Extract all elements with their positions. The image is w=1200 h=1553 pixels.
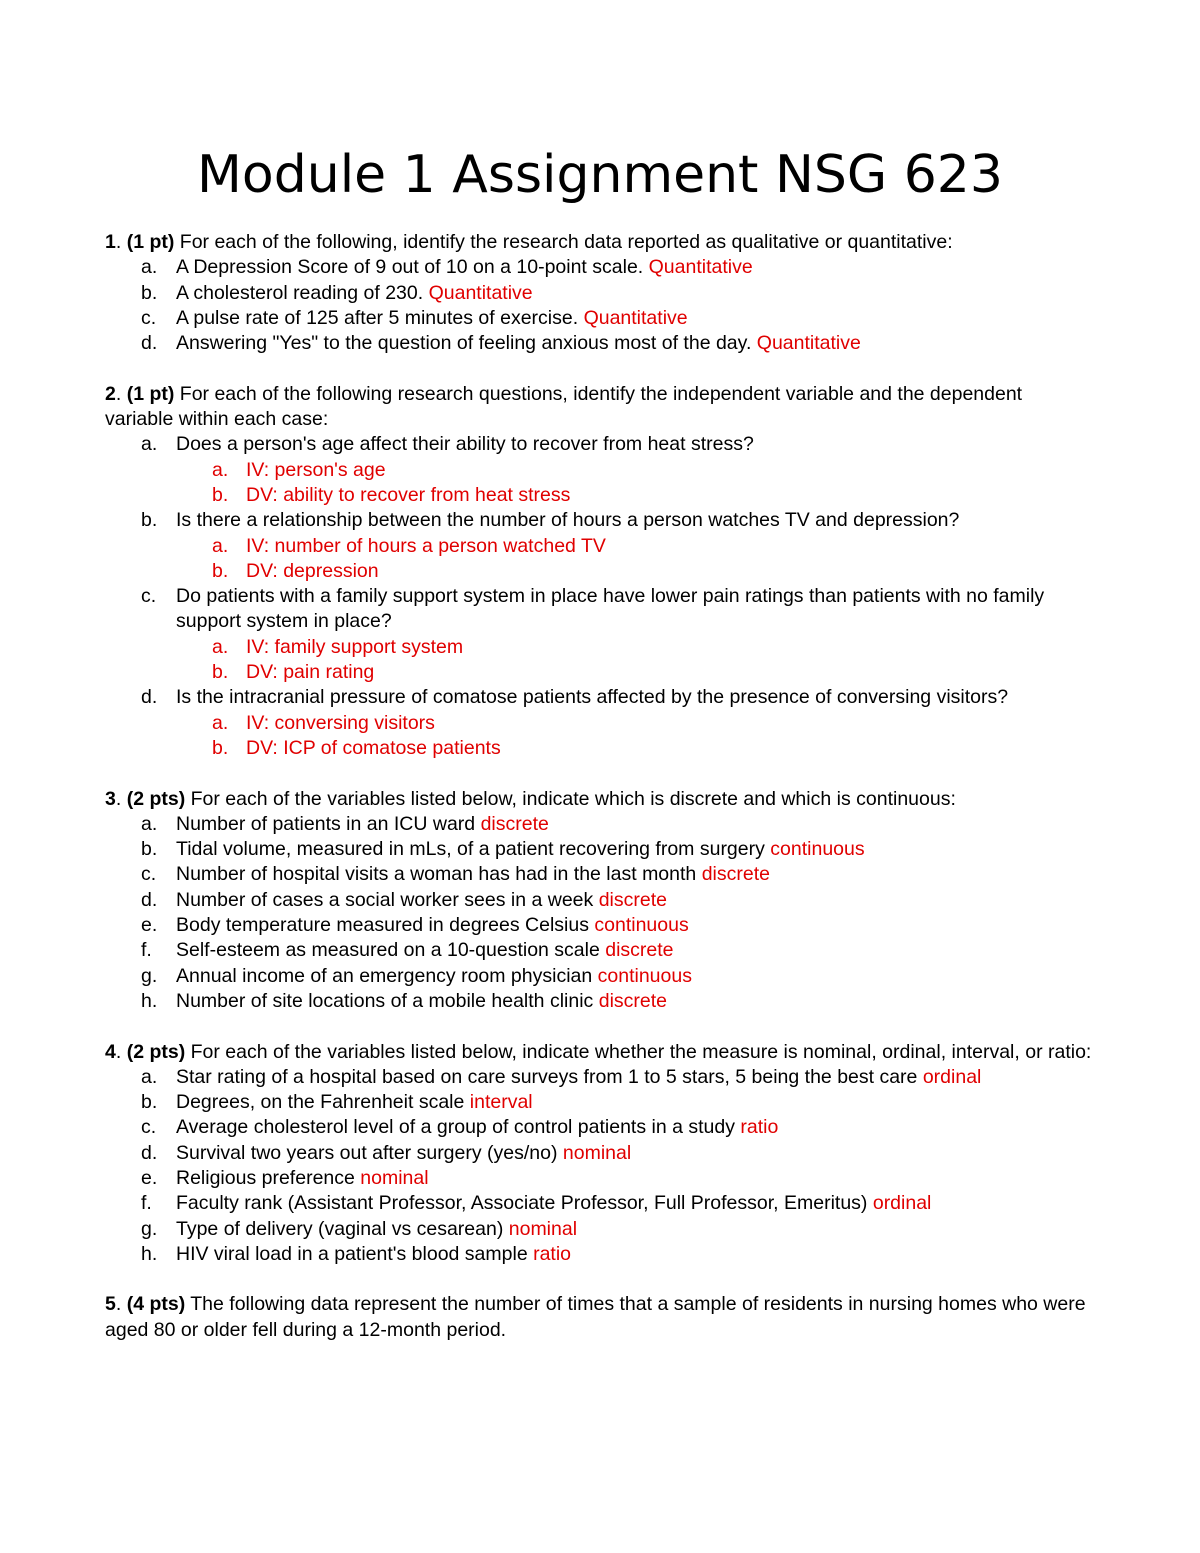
list-item — [105, 685, 1095, 710]
sub-item-marker: b. — [212, 559, 229, 582]
answer-text: continuous — [594, 914, 689, 937]
item-text: Does a person's age affect their ability to recover from heat stress? — [176, 433, 754, 456]
dependent-variable-answer — [105, 559, 1095, 584]
answer-text: interval — [469, 1091, 533, 1114]
page-title: Module 1 Assignment NSG 623 — [197, 145, 1003, 205]
item-marker: a. — [141, 1065, 158, 1088]
answer-text: Quantitative — [428, 281, 533, 304]
list-item — [105, 913, 1095, 938]
item-text: Number of patients in an ICU ward — [176, 812, 481, 835]
answer-text: Quantitative — [756, 332, 861, 355]
item-marker: e. — [141, 1166, 158, 1189]
answer-list — [105, 432, 1095, 761]
list-item — [105, 989, 1095, 1014]
question-text: For each of the variables listed below, indicate which is discrete and which is continuous: — [185, 787, 956, 810]
sub-item-marker: b. — [212, 736, 229, 759]
spacer — [105, 356, 1095, 381]
item-marker: a. — [141, 812, 158, 835]
question-2 — [105, 382, 1095, 761]
question-points: (2 pts) — [126, 787, 186, 810]
answer-list — [105, 1065, 1095, 1267]
question-prompt: 4. (2 pts) For each of the variables listed below, indicate whether the measure is nominal, ordinal, interval, or ratio: — [105, 1040, 1092, 1063]
item-marker: e. — [141, 914, 158, 937]
list-item — [105, 837, 1095, 862]
answer-text: IV: family support system — [246, 635, 464, 658]
answer-text: ratio — [533, 1242, 572, 1265]
question-number: 2 — [105, 382, 116, 405]
list-item — [105, 1191, 1095, 1216]
item-marker: g. — [141, 1217, 158, 1240]
item-marker: b. — [141, 281, 158, 304]
answer-text: DV: pain rating — [246, 661, 375, 684]
item-marker: c. — [141, 1116, 157, 1139]
answer-text: continuous — [597, 964, 692, 987]
answer-text: Quantitative — [583, 306, 688, 329]
sub-item-marker: b. — [212, 483, 229, 506]
question-5 — [105, 1292, 1095, 1343]
list-item — [105, 331, 1095, 356]
item-marker: b. — [141, 509, 158, 532]
item-text: Self-esteem as measured on a 10-question scale — [176, 939, 606, 962]
answer-text: discrete — [701, 863, 770, 886]
list-item — [105, 584, 1095, 635]
list-item — [105, 508, 1095, 533]
list-item — [105, 888, 1095, 913]
item-text: Degrees, on the Fahrenheit scale — [176, 1091, 470, 1114]
sub-item-marker: b. — [212, 661, 229, 684]
question-points: (1 pt) — [126, 382, 175, 405]
answer-text: IV: person's age — [246, 458, 386, 481]
list-item — [105, 1242, 1095, 1267]
item-text: A cholesterol reading of 230. — [176, 281, 429, 304]
question-prompt: 3. (2 pts) For each of the variables listed below, indicate which is discrete and which is continuous: — [105, 787, 956, 810]
answer-text: DV: ability to recover from heat stress — [246, 483, 571, 506]
spacer — [105, 1014, 1095, 1039]
question-text: For each of the following research questions, identify the independent variable and the dependent variable within each case: — [105, 382, 1023, 431]
independent-variable-answer — [105, 534, 1095, 559]
list-item — [105, 1166, 1095, 1191]
list-item — [105, 1141, 1095, 1166]
item-marker: d. — [141, 332, 158, 355]
list-item — [105, 1217, 1095, 1242]
list-item — [105, 306, 1095, 331]
question-prompt: 1. (1 pt) For each of the following, identify the research data reported as qualitative or quantitative: — [105, 231, 953, 253]
item-text: A Depression Score of 9 out of 10 on a 10-point scale. — [176, 256, 649, 279]
item-text: Average cholesterol level of a group of control patients in a study — [176, 1116, 741, 1139]
question-number: 4 — [105, 1040, 116, 1063]
answer-text: discrete — [598, 989, 667, 1012]
question-prompt: 5. (4 pts) The following data represent the number of times that a sample of residents in nursing homes who were aged 80 or older fell during a 12-month period. — [105, 1293, 1086, 1341]
sub-item-marker: a. — [212, 534, 229, 557]
item-marker: h. — [141, 989, 158, 1012]
item-text: Religious preference — [176, 1166, 361, 1189]
question-number: 1 — [105, 231, 116, 253]
list-item — [105, 862, 1095, 887]
list-item — [105, 812, 1095, 837]
item-text: Is there a relationship between the number of hours a person watches TV and depression? — [176, 509, 960, 532]
item-marker: c. — [141, 863, 157, 886]
sub-item-marker: a. — [212, 711, 229, 734]
answer-text: DV: depression — [246, 559, 379, 582]
answer-text: discrete — [605, 939, 674, 962]
item-text: Do patients with a family support system in place have lower pain ratings than patients with no family support system in place? — [176, 585, 1045, 633]
answer-text: nominal — [508, 1217, 578, 1240]
answer-list — [105, 812, 1095, 1014]
answer-text: ratio — [740, 1116, 779, 1139]
list-item — [105, 938, 1095, 963]
answer-text: nominal — [360, 1166, 429, 1189]
item-marker: c. — [141, 585, 157, 608]
dependent-variable-answer — [105, 736, 1095, 761]
sub-item-marker: a. — [212, 458, 229, 481]
question-points: (1 pt) — [126, 231, 175, 253]
list-item — [105, 1090, 1095, 1115]
item-text: Star rating of a hospital based on care surveys from 1 to 5 stars, 5 being the best care — [176, 1065, 923, 1088]
item-marker: a. — [141, 433, 158, 456]
item-marker: a. — [141, 256, 158, 279]
question-text: For each of the variables listed below, indicate whether the measure is nominal, ordinal, interval, or ratio: — [185, 1040, 1092, 1063]
item-marker: b. — [141, 838, 158, 861]
item-marker: d. — [141, 1141, 158, 1164]
dependent-variable-answer — [105, 483, 1095, 508]
item-marker: d. — [141, 888, 158, 911]
item-text: Number of site locations of a mobile health clinic — [176, 989, 599, 1012]
answer-text: continuous — [770, 838, 865, 861]
independent-variable-answer — [105, 635, 1095, 660]
dependent-variable-answer — [105, 660, 1095, 685]
answer-text: discrete — [598, 888, 667, 911]
list-item — [105, 281, 1095, 306]
item-text: Answering "Yes" to the question of feeling anxious most of the day. — [176, 332, 757, 355]
item-text: Annual income of an emergency room physician — [176, 964, 598, 987]
answer-text: IV: number of hours a person watched TV — [246, 534, 606, 557]
list-item — [105, 432, 1095, 457]
item-marker: h. — [141, 1242, 158, 1265]
item-text: Is the intracranial pressure of comatose patients affected by the presence of conversing visitors? — [176, 686, 1009, 709]
item-text: Faculty rank (Assistant Professor, Associate Professor, Full Professor, Emeritus) — [176, 1192, 873, 1215]
item-marker: g. — [141, 964, 158, 987]
question-3 — [105, 787, 1095, 1015]
list-item — [105, 255, 1095, 280]
question-4 — [105, 1040, 1095, 1268]
item-text: Type of delivery (vaginal vs cesarean) — [176, 1217, 509, 1240]
question-number: 5 — [105, 1293, 116, 1316]
list-item — [105, 1065, 1095, 1090]
question-points: (2 pts) — [126, 1040, 186, 1063]
answer-text: ordinal — [922, 1065, 982, 1088]
answer-text: DV: ICP of comatose patients — [246, 736, 501, 759]
sub-item-marker: a. — [212, 635, 229, 658]
answer-text: Quantitative — [648, 256, 753, 279]
item-marker: f. — [141, 939, 152, 962]
document-body — [105, 230, 1095, 1343]
question-number: 3 — [105, 787, 116, 810]
item-text: Survival two years out after surgery (yes/no) — [176, 1141, 563, 1164]
question-text: For each of the following, identify the research data reported as qualitative or quantitative: — [174, 231, 953, 253]
item-marker: b. — [141, 1091, 158, 1114]
question-text: The following data represent the number of times that a sample of residents in nursing homes who were aged 80 or older fell during a 12-month period. — [105, 1293, 1086, 1341]
list-item — [105, 1115, 1095, 1140]
answer-list — [105, 255, 1095, 356]
spacer — [105, 761, 1095, 786]
independent-variable-answer — [105, 711, 1095, 736]
spacer — [105, 1267, 1095, 1292]
item-marker: c. — [141, 306, 157, 329]
answer-text: IV: conversing visitors — [246, 711, 435, 734]
answer-text: discrete — [480, 812, 549, 835]
item-marker: d. — [141, 686, 158, 709]
item-text: HIV viral load in a patient's blood sample — [176, 1242, 534, 1265]
item-text: Number of cases a social worker sees in a week — [176, 888, 599, 911]
item-text: Tidal volume, measured in mLs, of a patient recovering from surgery — [176, 838, 771, 861]
independent-variable-answer — [105, 458, 1095, 483]
question-1 — [105, 230, 1095, 356]
answer-text: ordinal — [872, 1192, 932, 1215]
question-prompt: 2. (1 pt) For each of the following research questions, identify the independent variable and the dependent variable within each case: — [105, 382, 1023, 431]
answer-text: nominal — [562, 1141, 632, 1164]
item-text: Number of hospital visits a woman has had in the last month — [176, 863, 702, 886]
item-marker: f. — [141, 1192, 152, 1215]
item-text: Body temperature measured in degrees Celsius — [176, 914, 595, 937]
list-item — [105, 964, 1095, 989]
item-text: A pulse rate of 125 after 5 minutes of exercise. — [176, 306, 584, 329]
question-points: (4 pts) — [126, 1293, 186, 1316]
